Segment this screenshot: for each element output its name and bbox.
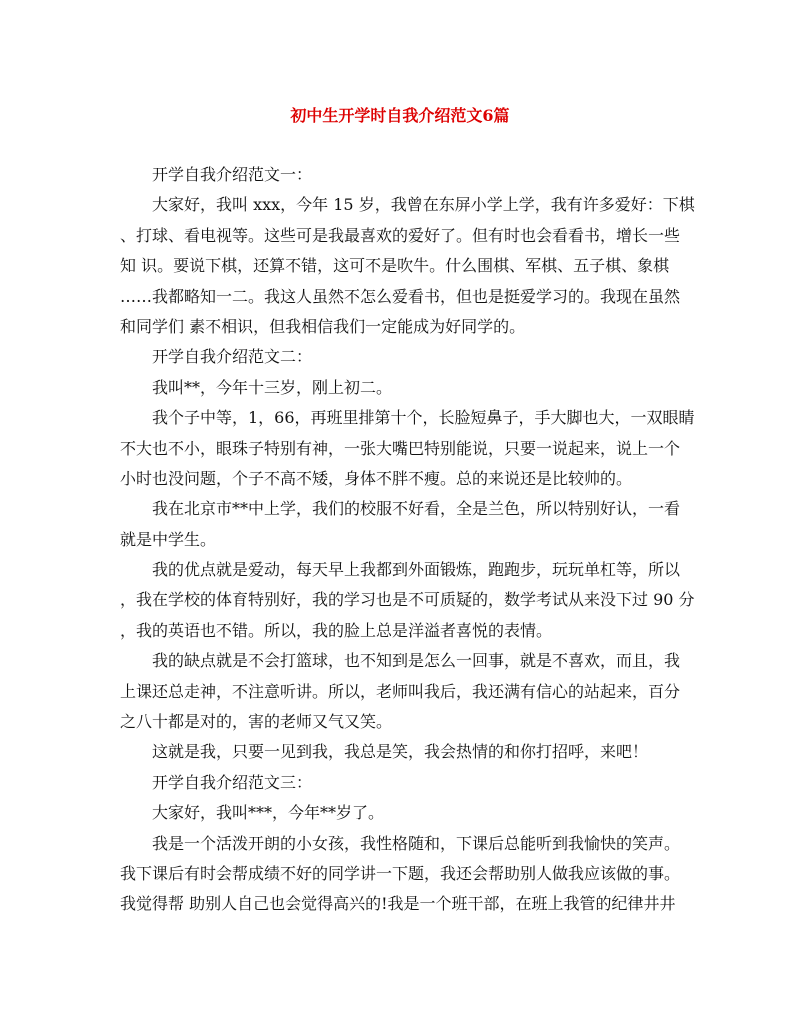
text-line: ，我的英语也不错。所以，我的脸上总是洋溢者喜悦的表情。: [120, 620, 553, 640]
text-line: 大家好，我叫 xxx，今年 15 岁，我曾在东屏小学上学，我有许多爱好：下棋: [152, 195, 695, 215]
text-line: 开学自我介绍范文三：: [152, 772, 313, 792]
text-line: 和同学们 素不相识，但我相信我们一定能成为好同学的。: [120, 316, 526, 336]
text-line: 开学自我介绍范文二：: [152, 347, 313, 367]
text-line: 我是一个活泼开朗的小女孩，我性格随和，下课后总能听到我愉快的笑声。: [152, 833, 681, 853]
text-line: 之八十都是对的，害的老师又气又笑。: [120, 712, 393, 732]
text-line: 我的缺点就是不会打篮球，也不知到是怎么一回事，就是不喜欢，而且，我: [152, 651, 681, 671]
text-line: 我叫**，今年十三岁，刚上初二。: [152, 377, 393, 397]
text-line: 大家好，我叫***，今年**岁了。: [152, 803, 385, 823]
text-line: ……我都略知一二。我这人虽然不怎么爱看书，但也是挺爱学习的。我现在虽然: [120, 286, 681, 306]
text-line: 不大也不小，眼珠子特别有神，一张大嘴巴特别能说，只要一说起来，说上一个: [120, 438, 681, 458]
text-line: 、打球、看电视等。这些可是我最喜欢的爱好了。但有时也会看看书，增长一些: [120, 225, 681, 245]
text-line: 就是中学生。: [120, 529, 217, 549]
text-line: 小时也没问题，个子不高不矮，身体不胖不瘦。总的来说还是比较帅的。: [120, 468, 633, 488]
document-body: [120, 160, 695, 920]
document-title: 初中生开学时自我介绍范文6篇: [290, 106, 510, 125]
text-line: 知 识。要说下棋，还算不错，这可不是吹牛。什么围棋、军棋、五子棋、象棋: [120, 256, 670, 276]
text-line: 我个子中等，1，66，再班里排第十个，长脸短鼻子，手大脚也大，一双眼睛: [152, 408, 695, 428]
text-line: 这就是我，只要一见到我，我总是笑，我会热情的和你打招呼，来吧！: [152, 742, 649, 762]
text-line: 我觉得帮 助别人自己也会觉得高兴的!我是一个班干部，在班上我管的纪律井井: [120, 894, 676, 914]
text-line: 我在北京市**中上学，我们的校服不好看，全是兰色，所以特别好认，一看: [152, 499, 681, 519]
text-line: 我的优点就是爱动，每天早上我都到外面锻炼，跑跑步，玩玩单杠等，所以: [152, 560, 681, 580]
text-line: 上课还总走神，不注意听讲。所以，老师叫我后，我还满有信心的站起来，百分: [120, 681, 681, 701]
text-line: 开学自我介绍范文一：: [152, 165, 313, 184]
text-line: 我下课后有时会帮成绩不好的同学讲一下题，我还会帮助别人做我应该做的事。: [120, 863, 681, 883]
text-line: ，我在学校的体育特别好，我的学习也是不可质疑的，数学考试从来没下过 90 分: [120, 590, 695, 610]
